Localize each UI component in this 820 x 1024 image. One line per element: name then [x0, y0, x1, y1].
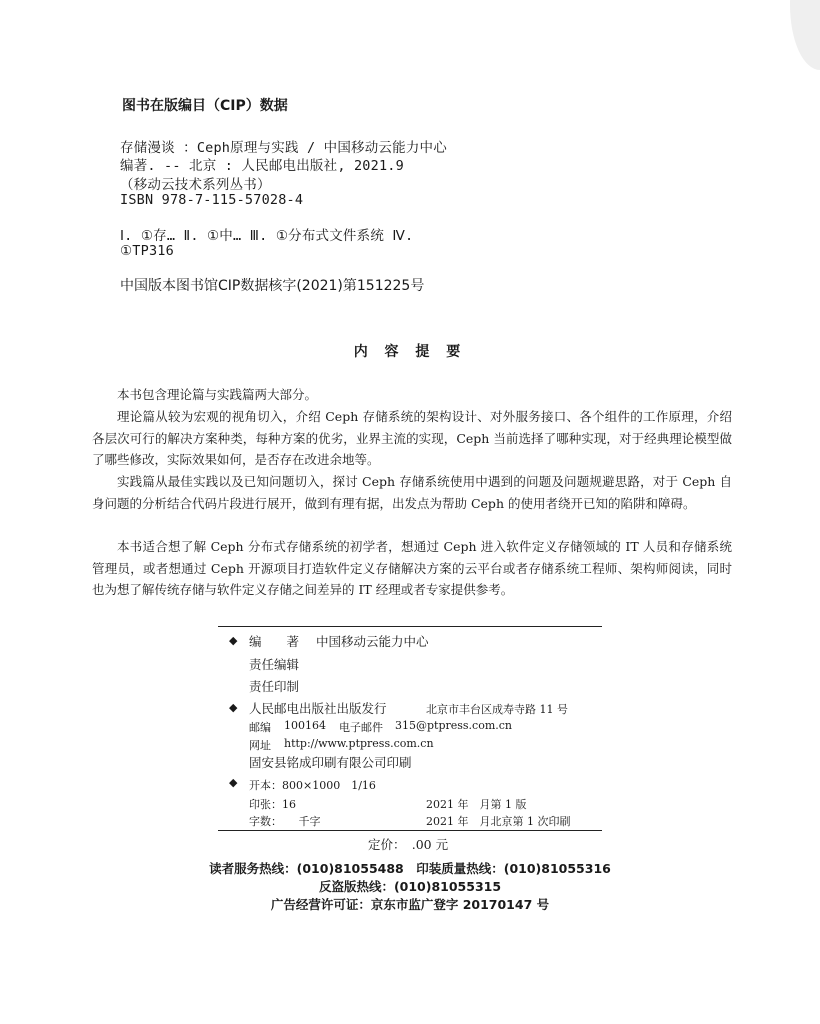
- postcode: 100164: [284, 719, 326, 732]
- postcode-label: 邮编: [249, 721, 271, 734]
- email: 315@ptpress.com.cn: [395, 719, 513, 732]
- cip-line: （移动云技术系列丛书）: [120, 177, 271, 193]
- cip-line: 存储漫谈 ：Ceph原理与实践 / 中国移动云能力中心: [120, 140, 447, 156]
- page-corner-shadow: [790, 0, 820, 70]
- author-label: 编 著: [249, 634, 300, 649]
- editor-label: 责任编辑: [249, 657, 300, 672]
- summary-paragraph: 理论篇从较为宏观的视角切入，介绍 Ceph 存储系统的架构设计、对外服务接口、各个组件的工作原理，介绍各层次可行的解决方案种类，每种方案的优劣，业界主流的实现，Ceph 当前选择了哪种实现，对于经典理论模型做了哪些修改，实际效果如何，是否存在改进余地等。: [92, 409, 732, 467]
- summary-paragraph: 本书包含理论篇与实践篇两大部分。: [117, 387, 318, 402]
- summary-paragraph: 实践篇从最佳实践以及已知问题切入，探讨 Ceph 存储系统使用中遇到的问题及问题规避思路，对于 Ceph 自身问题的分析结合代码片段进行展开，做到有理有据，出发点为帮助 Ceph 的使用者绕开已知的陷阱和障碍。: [92, 474, 732, 511]
- book-format: 开本：800×1000 1/16: [249, 779, 376, 792]
- ad-license: 广告经营许可证：京东市监广登字 20170147 号: [270, 897, 550, 912]
- author: 中国移动云能力中心: [316, 634, 429, 649]
- web-label: 网址: [249, 739, 271, 752]
- bullet-icon: ◆: [229, 701, 238, 714]
- summary-title: 内 容 提 要: [353, 344, 467, 360]
- publisher: 人民邮电出版社出版发行: [249, 701, 387, 716]
- cip-line: ISBN 978-7-115-57028-4: [120, 192, 304, 208]
- cip-line: Ⅰ. ①存… Ⅱ. ①中… Ⅲ. ①分布式文件系统 Ⅳ.: [120, 228, 414, 244]
- cip-title: 图书在版编目（CIP）数据: [122, 98, 288, 114]
- web-url: http://www.ptpress.com.cn: [284, 737, 434, 750]
- publisher-address: 北京市丰台区成寿寺路 11 号: [426, 703, 568, 716]
- price: 定价： .00 元: [368, 837, 449, 852]
- word-count: 字数： 千字: [249, 815, 321, 828]
- bullet-icon: ◆: [229, 776, 238, 789]
- printer: 固安县铭成印刷有限公司印刷: [249, 755, 412, 770]
- reader-service-hotline: 读者服务热线：(010)81055488 印装质量热线：(010)81055316: [209, 861, 611, 876]
- printing: 2021 年 月北京第 1 次印刷: [426, 815, 571, 828]
- edition: 2021 年 月第 1 版: [426, 798, 527, 811]
- cip-line: 编著. -- 北京 : 人民邮电出版社, 2021.9: [120, 158, 404, 174]
- cip-line: ①TP316: [120, 243, 174, 259]
- anti-piracy-hotline: 反盗版热线：(010)81055315: [318, 879, 502, 894]
- bullet-icon: ◆: [229, 634, 238, 647]
- cip-number: 中国版本图书馆CIP数据核字(2021)第151225号: [120, 278, 425, 294]
- summary-paragraph: 本书适合想了解 Ceph 分布式存储系统的初学者，想通过 Ceph 进入软件定义存储领域的 IT 人员和存储系统管理员，或者想通过 Ceph 开源项目打造软件定义存储解决方案的云平台或者存储系统工程师、架构师阅读，同时也为想了解传统存储与软件定义存储之间差异的 IT 经理或者专家提供参考。: [92, 539, 732, 597]
- print-sheets: 印张：16: [249, 798, 296, 811]
- print-supervisor-label: 责任印制: [249, 679, 300, 694]
- bottom-rule: [218, 830, 602, 831]
- top-rule: [218, 626, 602, 627]
- email-label: 电子邮件: [339, 721, 383, 734]
